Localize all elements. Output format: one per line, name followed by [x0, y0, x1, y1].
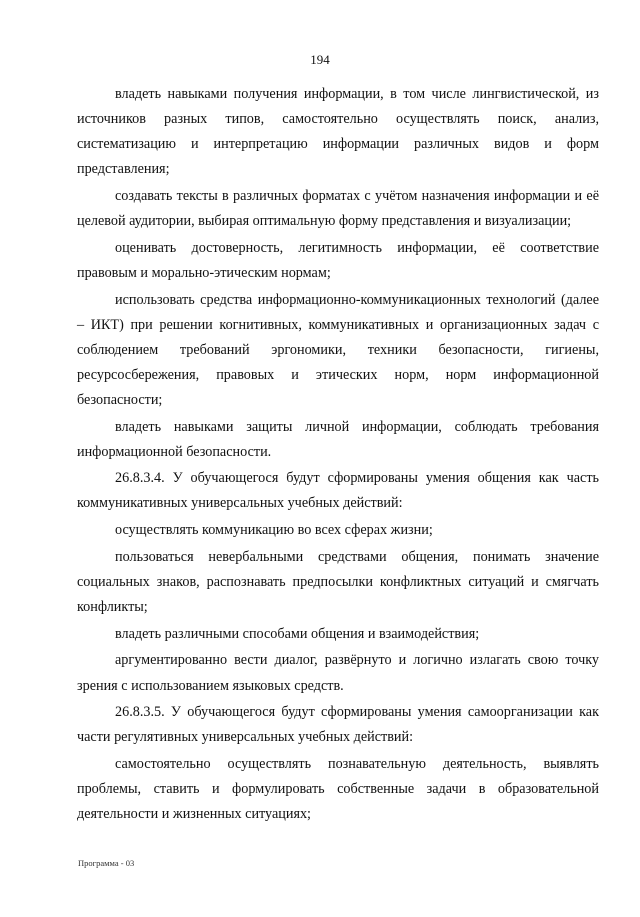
paragraph: оценивать достоверность, легитимность информации, её соответствие правовым и морально-этическим нормам; — [77, 239, 599, 281]
paragraph: аргументированно вести диалог, развёрнуто и логично излагать свою точку зрения с использованием языковых средств. — [77, 652, 599, 694]
document-body — [77, 82, 599, 829]
paragraph: создавать тексты в различных форматах с учётом назначения информации и её целевой аудитории, выбирая оптимальную форму представления и визуализации; — [77, 187, 599, 230]
paragraph: осуществлять коммуникацию во всех сферах жизни; — [115, 522, 433, 539]
paragraph: пользоваться невербальными средствами общения, понимать значение социальных знаков, распознавать предпосылки конфликтных ситуаций и смягчать конфликты; — [77, 548, 599, 616]
footer-label: Программа - 03 — [78, 858, 135, 868]
paragraph: самостоятельно осуществлять познавательную деятельность, выявлять проблемы, ставить и формулировать собственные задачи в образовательной деятельности и жизненных ситуациях; — [77, 755, 599, 823]
paragraph: владеть навыками получения информации, в том числе лингвистической, из источников разных типов, самостоятельно осуществлять поиск, анализ, систематизацию и интерпретацию информации различных видов и форм представления; — [77, 86, 599, 178]
section-heading-paragraph: 26.8.3.4. У обучающегося будут сформированы умения общения как часть коммуникативных универсальных учебных действий: — [77, 470, 599, 512]
paragraph: владеть навыками защиты личной информации, соблюдать требования информационной безопасности. — [77, 418, 599, 460]
paragraph: использовать средства информационно-коммуникационных технологий (далее – ИКТ) при решении когнитивных, коммуникативных и организационных задач с соблюдением требований эргономики, техники безопасности, гигиены, ресурсосбережения, правовых и этических норм, норм информационной безопасности; — [77, 291, 599, 408]
page-number: 194 — [310, 52, 330, 67]
section-heading-paragraph: 26.8.3.5. У обучающегося будут сформированы умения самоорганизации как части регулятивных универсальных учебных действий: — [77, 704, 599, 746]
paragraph: владеть различными способами общения и взаимодействия; — [115, 625, 480, 642]
